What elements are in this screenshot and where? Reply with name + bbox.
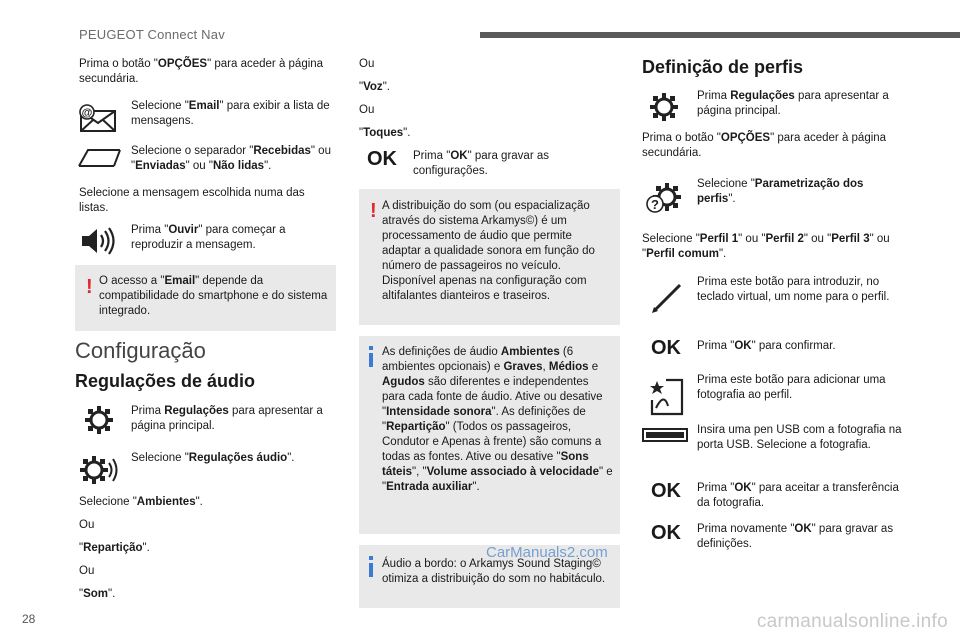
audio-info-text: As definições de áudio Ambientes (6 ambientes opcionais) e Graves, Médios e Agudos são diferentes e independentes para cada fonte de áudio. Ative ou desative "Intensidade sonora". As definições de "Repartição" (Todos os passageiros, Condutor e Apenas à frente) são comuns a todas as fontes. Ative ou desative "Sons táteis", "Volume associado à velocidade" e "Entrada auxiliar". (382, 346, 613, 493)
arkamys-info-text: Áudio a bordo: o Arkamys Sound Staging© otimiza a distribuição do som no habitáculo. (382, 558, 606, 585)
ok-accept-instruction: Prima "OK" para aceitar a transferência da fotografia. (697, 482, 899, 509)
ok-icon: OK (651, 337, 681, 359)
watermark-mid: CarManuals2.com (486, 544, 608, 561)
ambientes-option: Selecione "Ambientes". (79, 496, 203, 508)
ok-confirm-instruction: Prima "OK" para confirmar. (697, 340, 836, 352)
sound-distribution-warning-text: A distribuição do som (ou espacialização através do sistema Arkamys©) é um processamento de áudio que permite adaptar a qualidade sonora em função do número de passageiros no veículo. Disponível apenas na configuração com altifalantes dianteiros e traseiros. (382, 200, 595, 302)
audio-settings-icon (79, 455, 119, 485)
email-warning-text: O acesso a "Email" depende da compatibilidade do smartphone e do sistema integrado. (99, 275, 328, 317)
profile-settings-icon (645, 182, 685, 218)
page-number: 28 (22, 612, 36, 626)
listen-instruction: Prima "Ouvir" para começar a reproduzir a mensagem. (131, 224, 286, 251)
profiles-heading: Definição de perfis (642, 57, 804, 77)
ok-icon: OK (367, 148, 397, 170)
ok-save-instruction: Prima "OK" para gravar as configurações. (413, 150, 549, 177)
email-icon (79, 103, 119, 133)
email-instruction: Selecione "Email" para exibir a lista de mensagens. (131, 100, 330, 127)
add-photo-icon (648, 378, 684, 416)
tab-icon (78, 148, 122, 168)
watermark-footer: carmanualsonline.info (756, 611, 948, 632)
voz-option: "Voz". (359, 81, 390, 93)
gear-icon (649, 92, 679, 122)
or-text-4: Ou (359, 104, 375, 116)
usb-icon (642, 428, 688, 442)
tabs-instruction: Selecione o separador "Recebidas" ou "Enviadas" ou "Não lidas". (131, 145, 331, 172)
usb-instruction: Insira uma pen USB com a fotografia na porta USB. Selecione a fotografia. (697, 424, 902, 451)
toques-option: "Toques". (359, 127, 411, 139)
audio-settings-instruction: Selecione "Regulações áudio". (131, 452, 295, 464)
svg-text:?: ? (651, 197, 659, 212)
speaker-icon (80, 226, 118, 256)
settings-instruction: Prima Regulações para apresentar a página principal. (131, 405, 323, 432)
header-bar (480, 32, 960, 38)
profile-params-instruction: Selecione "Parametrização dos perfis". (697, 178, 864, 205)
audio-heading: Regulações de áudio (75, 371, 256, 391)
col1-intro: Prima o botão "OPÇÕES" para aceder à página secundária. (79, 58, 324, 85)
pen-icon (650, 281, 684, 315)
reparticao-option: "Repartição". (79, 542, 150, 554)
header-title: PEUGEOT Connect Nav (79, 27, 225, 42)
select-message-text: Selecione a mensagem escolhida numa das listas. (79, 187, 305, 214)
profiles-settings-instruction: Prima Regulações para apresentar a página principal. (697, 90, 889, 117)
config-heading: Configuração (75, 338, 206, 363)
add-photo-instruction: Prima este botão para adicionar uma fotografia ao perfil. (697, 374, 886, 401)
or-text-3: Ou (359, 58, 375, 70)
gear-icon (84, 405, 114, 435)
ok-icon: OK (651, 480, 681, 502)
warning-icon: ! (370, 200, 377, 222)
svg-text:@: @ (81, 107, 93, 119)
options-instruction: Prima o botão "OPÇÕES" para aceder à página secundária. (642, 132, 887, 159)
som-option: "Som". (79, 588, 116, 600)
or-text-1: Ou (79, 519, 95, 531)
pen-instruction: Prima este botão para introduzir, no teclado virtual, um nome para o perfil. (697, 276, 890, 303)
ok-icon: OK (651, 522, 681, 544)
ok-save-settings-instruction: Prima novamente "OK" para gravar as definições. (697, 523, 894, 550)
select-profile-instruction: Selecione "Perfil 1" ou "Perfil 2" ou "Perfil 3" ou "Perfil comum". (642, 233, 890, 260)
or-text-2: Ou (79, 565, 95, 577)
warning-icon: ! (86, 276, 93, 298)
